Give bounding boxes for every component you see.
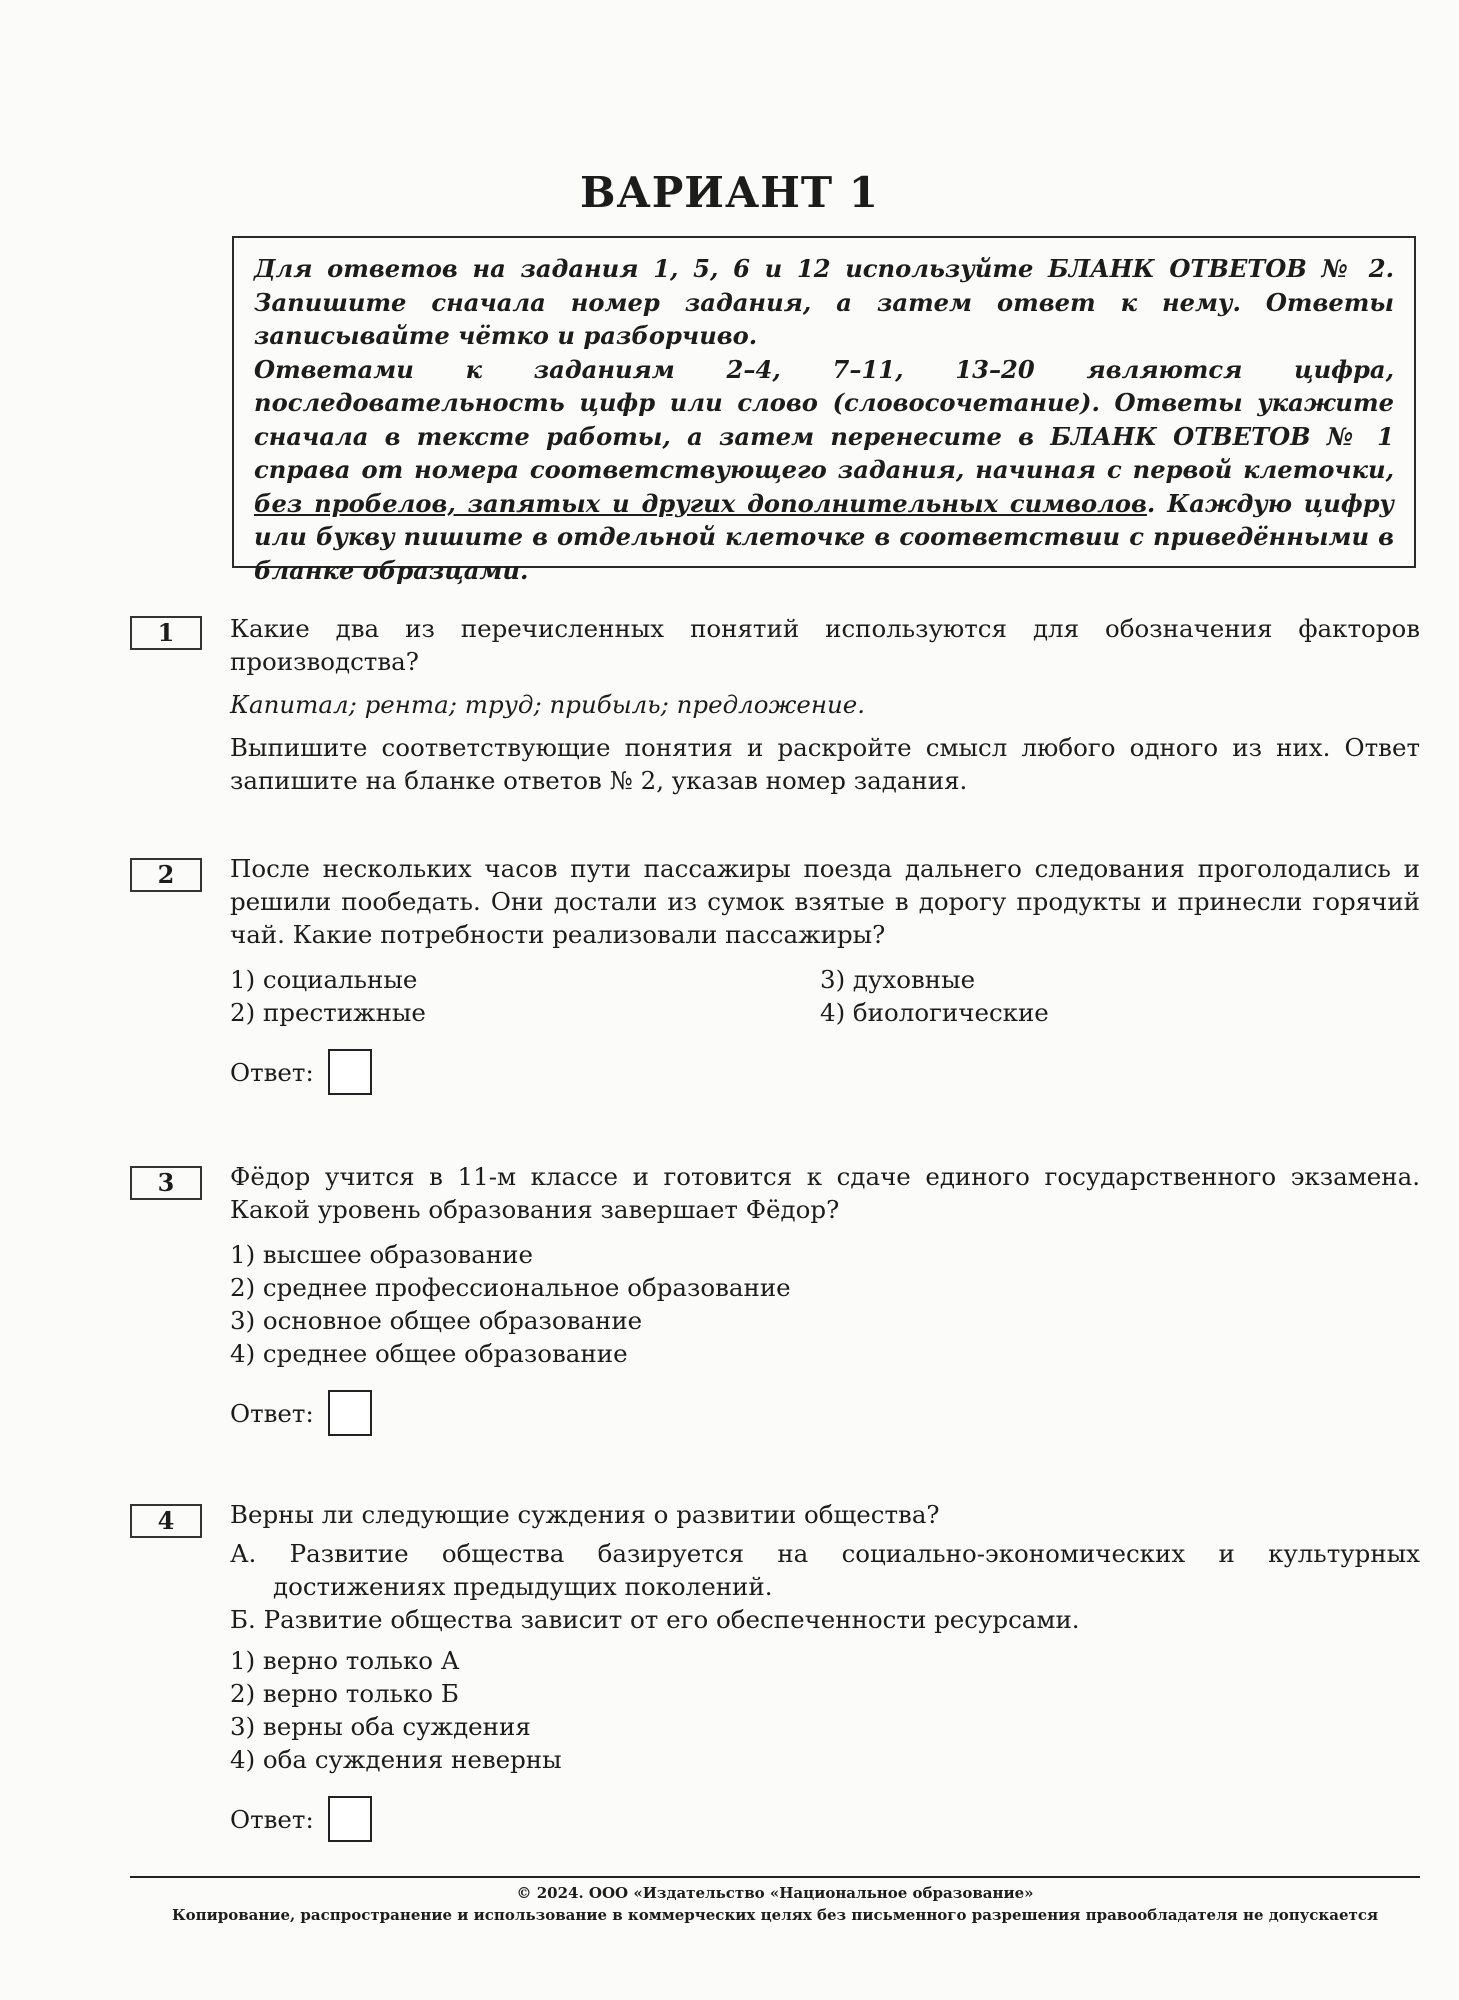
task-question: После нескольких часов пути пассажиры поезда дальнего следования проголодались и решили пообедать. Они достали из сумок взятые в дорогу продукты и принесли горячий чай. Какие потребности реализовали пассажиры? bbox=[230, 854, 1420, 949]
footer-copyright: © 2024. ООО «Издательство «Национальное образование» bbox=[516, 1884, 1034, 1902]
options-list bbox=[230, 963, 1420, 1029]
task-number-box: 1 bbox=[130, 616, 202, 650]
option-3: 3) основное общее образование bbox=[230, 1306, 643, 1335]
option-4: 4) биологические bbox=[820, 998, 1049, 1027]
instructions-p2-underlined: без пробелов, запятых и других дополнительных символов bbox=[254, 488, 1147, 518]
instructions-p2-end: . Каждую цифру или букву пишите в отдельной клеточке в соответствии с приведёнными в бланке образцами. bbox=[254, 488, 1395, 585]
answer-row bbox=[230, 1796, 1420, 1842]
answer-label: Ответ: bbox=[230, 1804, 314, 1834]
statement-a: А. Развитие общества базируется на социально-экономических и культурных достижениях предыдущих поколений. bbox=[230, 1539, 1420, 1601]
task-number-box: 4 bbox=[130, 1504, 202, 1538]
option-1: 1) верно только А bbox=[230, 1646, 460, 1675]
answer-row bbox=[230, 1390, 1420, 1436]
task-question: Верны ли следующие суждения о развитии общества? bbox=[230, 1500, 940, 1529]
task-body bbox=[230, 1160, 1420, 1436]
answer-box[interactable] bbox=[328, 1796, 372, 1842]
option-2: 2) верно только Б bbox=[230, 1679, 459, 1708]
task-body bbox=[230, 1498, 1420, 1842]
answer-box[interactable] bbox=[328, 1390, 372, 1436]
task-body bbox=[230, 852, 1420, 1095]
task-instruction: Выпишите соответствующие понятия и раскройте смысл любого одного из них. Ответ запишите на бланке ответов № 2, указав номер задания. bbox=[230, 733, 1420, 795]
option-3: 3) верны оба суждения bbox=[230, 1712, 531, 1741]
task-body bbox=[230, 612, 1420, 797]
options-list bbox=[230, 1238, 1420, 1370]
task-terms: Капитал; рента; труд; прибыль; предложение. bbox=[230, 690, 866, 719]
instructions-paragraph-2 bbox=[254, 353, 1394, 588]
answer-label: Ответ: bbox=[230, 1057, 314, 1087]
answer-row bbox=[230, 1049, 1420, 1095]
option-4: 4) среднее общее образование bbox=[230, 1339, 628, 1368]
variant-title: ВАРИАНТ 1 bbox=[580, 168, 879, 217]
statement-b: Б. Развитие общества зависит от его обеспеченности ресурсами. bbox=[230, 1605, 1080, 1634]
instructions-box bbox=[232, 236, 1416, 585]
option-2: 2) престижные bbox=[230, 998, 426, 1027]
answer-box[interactable] bbox=[328, 1049, 372, 1095]
options-list bbox=[230, 1644, 1420, 1776]
task-question: Какие два из перечисленных понятий используются для обозначения факторов производства? bbox=[230, 614, 1420, 676]
footer-divider bbox=[130, 1876, 1420, 1878]
task-number-box: 3 bbox=[130, 1166, 202, 1200]
footer-notice: Копирование, распространение и использование в коммерческих целях без письменного разрешения правообладателя не допускается bbox=[171, 1906, 1379, 1924]
option-3: 3) духовные bbox=[820, 965, 976, 994]
answer-label: Ответ: bbox=[230, 1398, 314, 1428]
option-4: 4) оба суждения неверны bbox=[230, 1745, 562, 1774]
option-1: 1) социальные bbox=[230, 965, 418, 994]
option-2: 2) среднее профессиональное образование bbox=[230, 1273, 791, 1302]
instructions-paragraph-1: Для ответов на задания 1, 5, 6 и 12 используйте БЛАНК ОТВЕТОВ № 2. Запишите сначала номер задания, а затем ответ к нему. Ответы записывайте чётко и разборчиво. bbox=[254, 254, 1394, 350]
option-1: 1) высшее образование bbox=[230, 1240, 533, 1269]
task-number-box: 2 bbox=[130, 858, 202, 892]
task-question: Фёдор учится в 11-м классе и готовится к сдаче единого государственного экзамена. Какой уровень образования завершает Фёдор? bbox=[230, 1162, 1420, 1224]
instructions-p2-start: Ответами к заданиям 2–4, 7–11, 13–20 являются цифра, последовательность цифр или слово (словосочетание). Ответы укажите сначала в тексте работы, а затем перенесите в БЛАНК ОТВЕТОВ № 1 справа от номера соответствующего задания, начиная с первой клеточки, bbox=[254, 354, 1394, 484]
